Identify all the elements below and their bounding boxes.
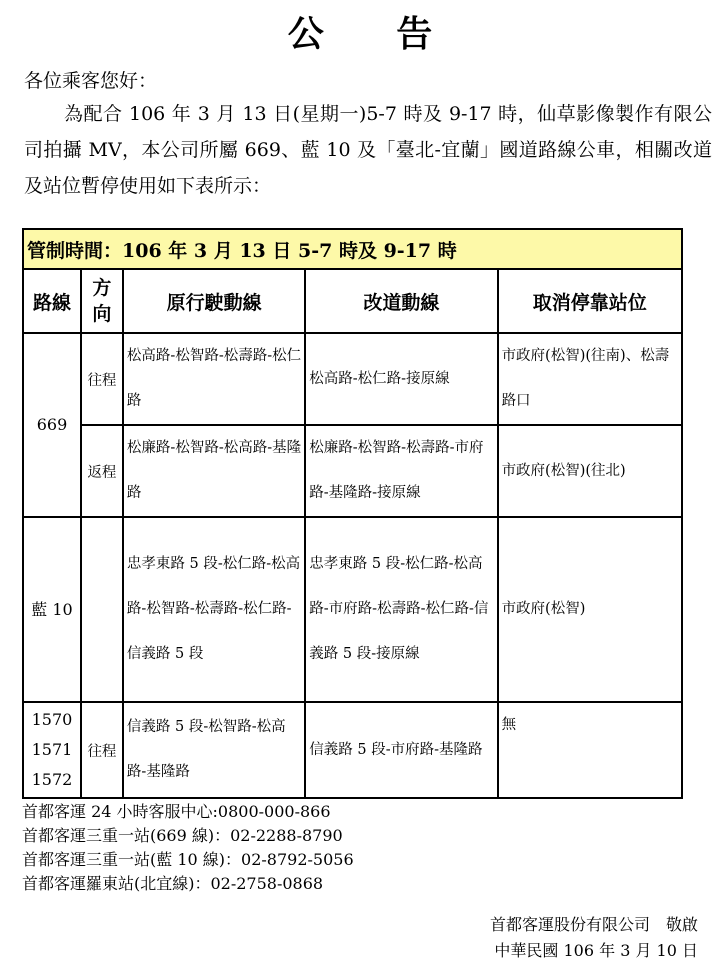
detour-route-cell: 松高路-松仁路-接原線 — [305, 333, 497, 425]
header-original: 原行駛動線 — [123, 269, 305, 333]
greeting: 各位乘客您好： — [24, 70, 158, 92]
original-route-cell: 松廉路-松智路-松高路-基隆路 — [123, 425, 305, 517]
header-cancelled: 取消停靠站位 — [498, 269, 682, 333]
detour-route-cell: 忠孝東路 5 段-松仁路-松高路-市府路-松壽路-松仁路-信義路 5 段-接原線 — [305, 517, 497, 702]
header-route: 路線 — [23, 269, 81, 333]
intro-paragraph: 為配合 106 年 3 月 13 日(星期一)5-7 時及 9-17 時，仙草影像製作有限公司拍攝 MV，本公司所屬 669、藍 10 及「臺北-宜蘭」國道路線公車，相關改道及站位暫停使用如下表所示： — [24, 103, 712, 197]
original-route-cell: 信義路 5 段-松智路-松高路-基隆路 — [123, 702, 305, 798]
signature-company: 首都客運股份有限公司 敬啟 — [489, 915, 698, 934]
table-row — [23, 702, 682, 798]
original-route-cell: 松高路-松智路-松壽路-松仁路 — [123, 333, 305, 425]
contact-hotline: 首都客運 24 小時客服中心:0800-000-866 — [22, 802, 331, 821]
direction-cell: 往程 — [81, 702, 123, 798]
cancelled-stops-cell: 市政府(松智) — [498, 517, 682, 702]
contact-luodong: 首都客運羅東站(北宜線)：02-2758-0868 — [22, 874, 324, 893]
contact-blue10: 首都客運三重一站(藍 10 線)：02-8792-5056 — [22, 850, 354, 869]
detour-table — [22, 228, 683, 799]
route-1571: 1571 — [31, 740, 73, 759]
header-direction: 方向 — [81, 269, 123, 333]
table-row — [23, 333, 682, 425]
detour-route-cell: 信義路 5 段-市府路-基隆路 — [305, 702, 497, 798]
route-1570: 1570 — [31, 710, 73, 729]
direction-cell: 往程 — [81, 333, 123, 425]
cancelled-stops-cell: 市政府(松智)(往南)、松壽路口 — [498, 333, 682, 425]
signature-block — [490, 912, 698, 964]
header-detour: 改道動線 — [305, 269, 497, 333]
signature-date: 中華民國 106 年 3 月 10 日 — [494, 941, 698, 960]
cancelled-stops-cell: 無 — [498, 702, 682, 798]
table-header-row — [23, 269, 682, 333]
cancelled-stops-cell: 市政府(松智)(往北) — [498, 425, 682, 517]
contact-info — [22, 800, 354, 896]
control-time: 管制時間：106 年 3 月 13 日 5-7 時及 9-17 時 — [23, 229, 682, 269]
direction-cell — [81, 517, 123, 702]
table-row — [23, 425, 682, 517]
route-blue10: 藍 10 — [23, 517, 81, 702]
notice-title: 公 告 — [287, 13, 463, 55]
table-row — [23, 517, 682, 702]
direction-cell: 返程 — [81, 425, 123, 517]
route-669: 669 — [23, 333, 81, 517]
original-route-cell: 忠孝東路 5 段-松仁路-松高路-松智路-松壽路-松仁路-信義路 5 段 — [123, 517, 305, 702]
control-time-row — [23, 229, 682, 269]
detour-route-cell: 松廉路-松智路-松壽路-市府路-基隆路-接原線 — [305, 425, 497, 517]
route-1572: 1572 — [31, 770, 73, 789]
contact-669: 首都客運三重一站(669 線)：02-2288-8790 — [22, 826, 343, 845]
route-1570-1572 — [23, 702, 81, 798]
